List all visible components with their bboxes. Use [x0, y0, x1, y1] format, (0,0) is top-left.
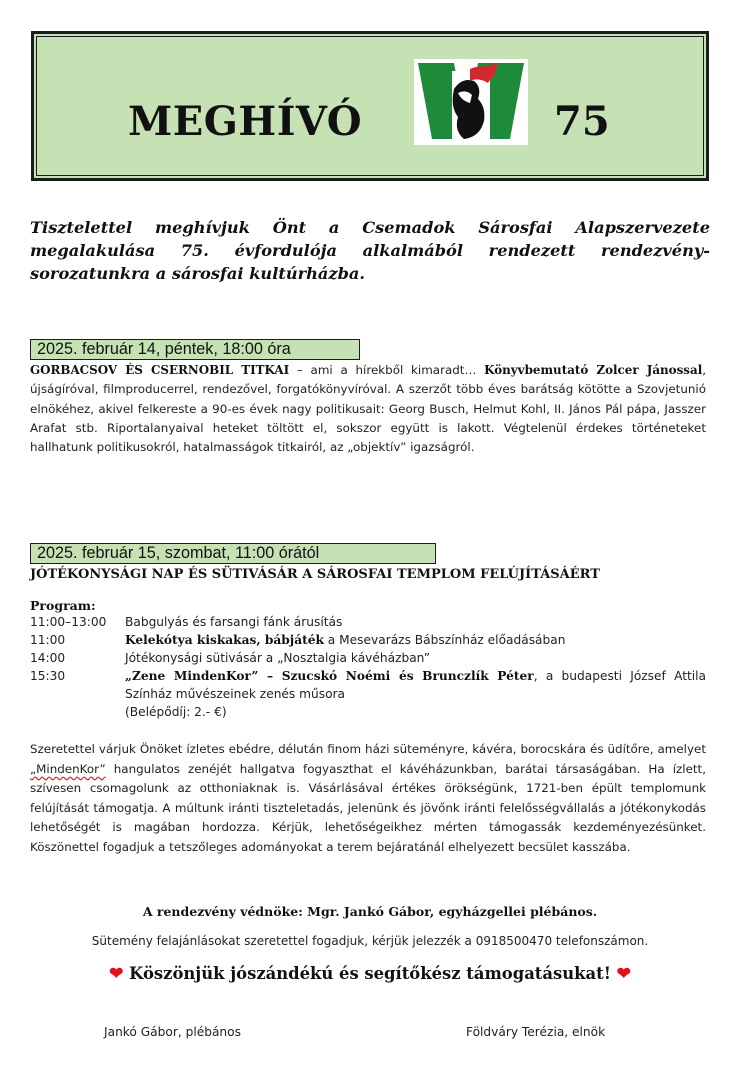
closing-text-1: Szeretettel várjuk Önöket ízletes ebédre, délután finom házi süteményre, kávéra, borocskára és üdítőre, amelyet — [30, 742, 706, 756]
program-text: Babgulyás és farsangi fánk árusítás — [125, 615, 343, 629]
program-bold: „Zene MindenKor” – Szucskó Noémi és Brunczlík Péter — [125, 669, 534, 683]
event1-date-box: 2025. február 14, péntek, 18:00 óra — [30, 339, 360, 360]
heart-icon: ❤ — [109, 964, 124, 984]
closing-text-2: hangulatos zenéjét hallgatva fogyaszthat el kávéházunkban, barátai társaságában. Ha ízlett, szívesen csomagolunk az otthoniaknak is. Vásárlásával értékes örökségünk, 1721-ben épült templomunk felújítását támogatja. A múltunk iránti tiszteletadás, jelenünk és jövőnk iránti felelősségvállalás a jótékonykodás lehetőségét is magában hordozza. Kérjük, lehetőségeikhez mérten támogassák kezdeményezésünket. Köszönettel fogadjuk a tetszőleges adományokat a terem bejáratánál elhelyezett becsület kasszába. — [30, 761, 706, 854]
signature-right: Földváry Terézia, elnök — [466, 1025, 606, 1039]
event1-book-presentation: Könyvbemutató Zolcer Jánossal — [484, 363, 703, 377]
event2-title: JÓTÉKONYSÁGI NAP ÉS SÜTIVÁSÁR A SÁROSFAI TEMPLOM FELÚJÍTÁSÁÉRT — [30, 567, 600, 582]
program-time: 14:00 — [30, 651, 66, 665]
anniversary-number: 75 — [554, 98, 610, 145]
event1-description — [30, 361, 706, 457]
program-text: , a budapesti József Attila Színház művészeinek zenés műsora — [125, 669, 706, 701]
thanks-text: Köszönjük jószándékú és segítőkész támogatásukat! — [129, 964, 611, 983]
program-text: a Mesevarázs Bábszínház előadásában — [323, 633, 566, 647]
signature-left: Jankó Gábor, plébános — [104, 1025, 241, 1039]
event1-title-rest: – ami a hírekből kimaradt… — [289, 363, 477, 377]
csemadok-logo-icon — [414, 59, 528, 145]
invitation-intro: Tisztelettel meghívjuk Önt a Csemadok Sárosfai Alapszervezete megalakulása 75. évfordulója alkalmából rendezett rendezvény-sorozatunkra a sárosfai kultúrházba. — [30, 218, 710, 283]
program-bold: Kelekótya kiskakas, bábjáték — [125, 633, 324, 647]
event2-date-box: 2025. február 15, szombat, 11:00 órától — [30, 543, 436, 564]
heart-icon: ❤ — [616, 964, 631, 984]
program-time: 15:30 — [30, 669, 66, 683]
page-title: MEGHÍVÓ — [128, 98, 363, 145]
event1-title: GORBACSOV ÉS CSERNOBIL TITKAI — [30, 363, 290, 377]
event1-text: , újságíróval, filmproducerrel, rendezővel, forgatókönyvíróval. A szerzőt több éves barátság kötötte a Szovjetunió elnökéhez, akivel felkereste a 90-es évek nagy politikusait: Georg Busch, Helmut Kohl, II. János Pál pápa, Jasszer Arafat stb. Riportalanyaival heteket töltött el, sokszor együtt is lakott. Végtelenül érdekes történeteket hallhatunk politikusokról, hatalmasságok titkairól, az „objektív” igazságról. — [30, 363, 707, 455]
program-extra: (Belépődíj: 2.- €) — [125, 705, 227, 719]
offers-line: Sütemény felajánlásokat szeretettel fogadjuk, kérjük jelezzék a 0918500470 telefonszámon. — [91, 934, 649, 948]
header-banner — [31, 31, 709, 181]
program-label: Program: — [30, 598, 96, 613]
program-time: 11:00 — [30, 633, 66, 647]
thanks-line — [0, 964, 740, 984]
program-time: 11:00–13:00 — [30, 615, 107, 629]
patron-line: A rendezvény védnöke: Mgr. Jankó Gábor, egyházgellei plébános. — [142, 904, 598, 919]
closing-mindenkor: „MindenKor” — [30, 761, 106, 776]
program-text: Jótékonysági sütivásár a „Nosztalgia kávéházban” — [125, 651, 431, 665]
closing-paragraph — [30, 740, 706, 858]
